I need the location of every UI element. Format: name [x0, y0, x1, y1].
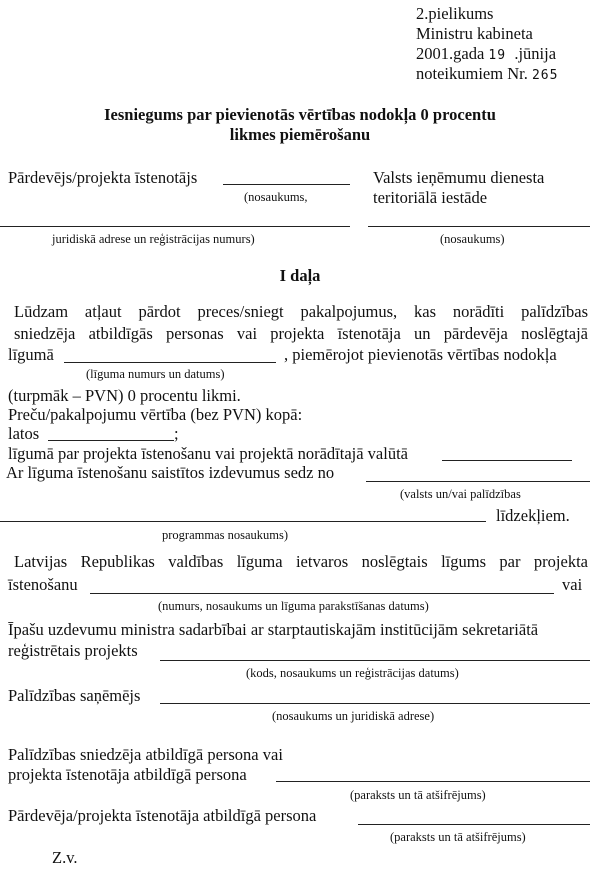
tax-office-name-field[interactable] — [368, 226, 590, 227]
form-title-line2: likmes piemērošanu — [229, 125, 371, 144]
donor-signature-label-line2: projekta īstenotāja atbildīgā persona — [8, 765, 247, 784]
year-prefix: 2001.gada — [416, 44, 485, 63]
expenses-hint-program: programmas nosaukums) — [162, 528, 289, 542]
minister-project-hint: (kods, nosaukums un reģistrācijas datums) — [246, 666, 459, 680]
contract-prefix: līgumā — [8, 345, 54, 364]
contract-number-field[interactable] — [64, 362, 276, 363]
expenses-label: Ar līguma īstenošanu saistītos izdevumus sedz no — [6, 463, 335, 482]
expenses-source-field[interactable] — [366, 481, 590, 482]
form-title-line1: Iesniegums par pievienotās vērtības nodokļa 0 procentu — [104, 105, 496, 124]
seller-address-field[interactable] — [0, 226, 350, 227]
request-paragraph-line2: sniedzēja atbildīgās personas vai projekta īstenotāja un pārdevēja noslēgtajā — [14, 324, 588, 343]
seller-hint-address: juridiskā adrese un reģistrācijas numurs) — [52, 232, 255, 246]
gov-agreement-suffix: vai — [562, 575, 583, 594]
gov-agreement-prefix: īstenošanu — [8, 575, 78, 594]
regulation-month: .jūnija — [514, 44, 557, 63]
request-paragraph-line1: Lūdzam atļaut pārdot preces/sniegt pakalpojumus, kas norādīti palīdzības — [14, 302, 588, 321]
latos-amount-field[interactable] — [48, 440, 174, 441]
seller-name-field[interactable] — [223, 184, 350, 185]
annex-number: 2.pielikums — [416, 4, 494, 23]
recipient-label: Palīdzības saņēmējs — [8, 686, 141, 705]
contract-hint: (līguma numurs un datums) — [86, 367, 225, 381]
recipient-field[interactable] — [160, 703, 590, 704]
regulation-date — [416, 44, 556, 65]
expenses-program-field[interactable] — [0, 521, 486, 522]
reg-prefix: noteikumiem Nr. — [416, 64, 528, 83]
seller-label: Pārdevējs/projekta īstenotājs — [8, 168, 198, 187]
contract-suffix: , piemērojot pievienotās vērtības nodokļa — [284, 345, 557, 364]
regulation-number — [416, 64, 558, 85]
seller-signature-hint: (paraksts un tā atšifrējums) — [390, 830, 526, 844]
tax-office-label-line2: teritoriālā iestāde — [373, 188, 488, 207]
minister-project-prefix: reģistrētais projekts — [8, 641, 138, 660]
seller-hint-name: (nosaukums, — [244, 190, 308, 204]
gov-agreement-field[interactable] — [90, 593, 554, 594]
reg-number: 265 — [531, 68, 559, 83]
gov-agreement-line1: Latvijas Republikas valdības līguma ietvaros noslēgtais līgums par projekta — [14, 552, 588, 571]
expenses-suffix: līdzekļiem. — [496, 506, 570, 525]
regulation-day: 19 — [488, 48, 507, 63]
seller-signature-label: Pārdevēja/projekta īstenotāja atbildīgā persona — [8, 806, 317, 825]
cabinet-label: Ministru kabineta — [416, 24, 533, 43]
minister-project-line1: Īpašu uzdevumu ministra sadarbībai ar starptautiskajām institūcijām sekretariātā — [8, 620, 539, 639]
rate-line: (turpmāk – PVN) 0 procentu likmi. — [8, 386, 241, 405]
minister-project-field[interactable] — [160, 660, 590, 661]
donor-signature-field[interactable] — [276, 781, 590, 782]
latos-label: latos — [8, 424, 40, 443]
expenses-hint-source: (valsts un/vai palīdzības — [400, 487, 521, 501]
stamp-place-label: Z.v. — [52, 848, 78, 867]
part1-heading: I daļa — [279, 266, 321, 285]
tax-office-label-line1: Valsts ieņēmumu dienesta — [373, 168, 545, 187]
tax-office-hint: (nosaukums) — [440, 232, 505, 246]
currency-label: līgumā par projekta īstenošanu vai projektā norādītajā valūtā — [8, 444, 408, 463]
gov-agreement-hint: (numurs, nosaukums un līguma parakstīšanas datums) — [158, 599, 429, 613]
latos-suffix: ; — [174, 424, 179, 443]
currency-amount-field[interactable] — [442, 460, 572, 461]
recipient-hint: (nosaukums un juridiskā adrese) — [272, 709, 435, 723]
seller-signature-field[interactable] — [358, 824, 590, 825]
total-value-label: Preču/pakalpojumu vērtība (bez PVN) kopā: — [8, 405, 303, 424]
donor-signature-hint: (paraksts un tā atšifrējums) — [350, 788, 486, 802]
donor-signature-label-line1: Palīdzības sniedzēja atbildīgā persona vai — [8, 745, 283, 764]
